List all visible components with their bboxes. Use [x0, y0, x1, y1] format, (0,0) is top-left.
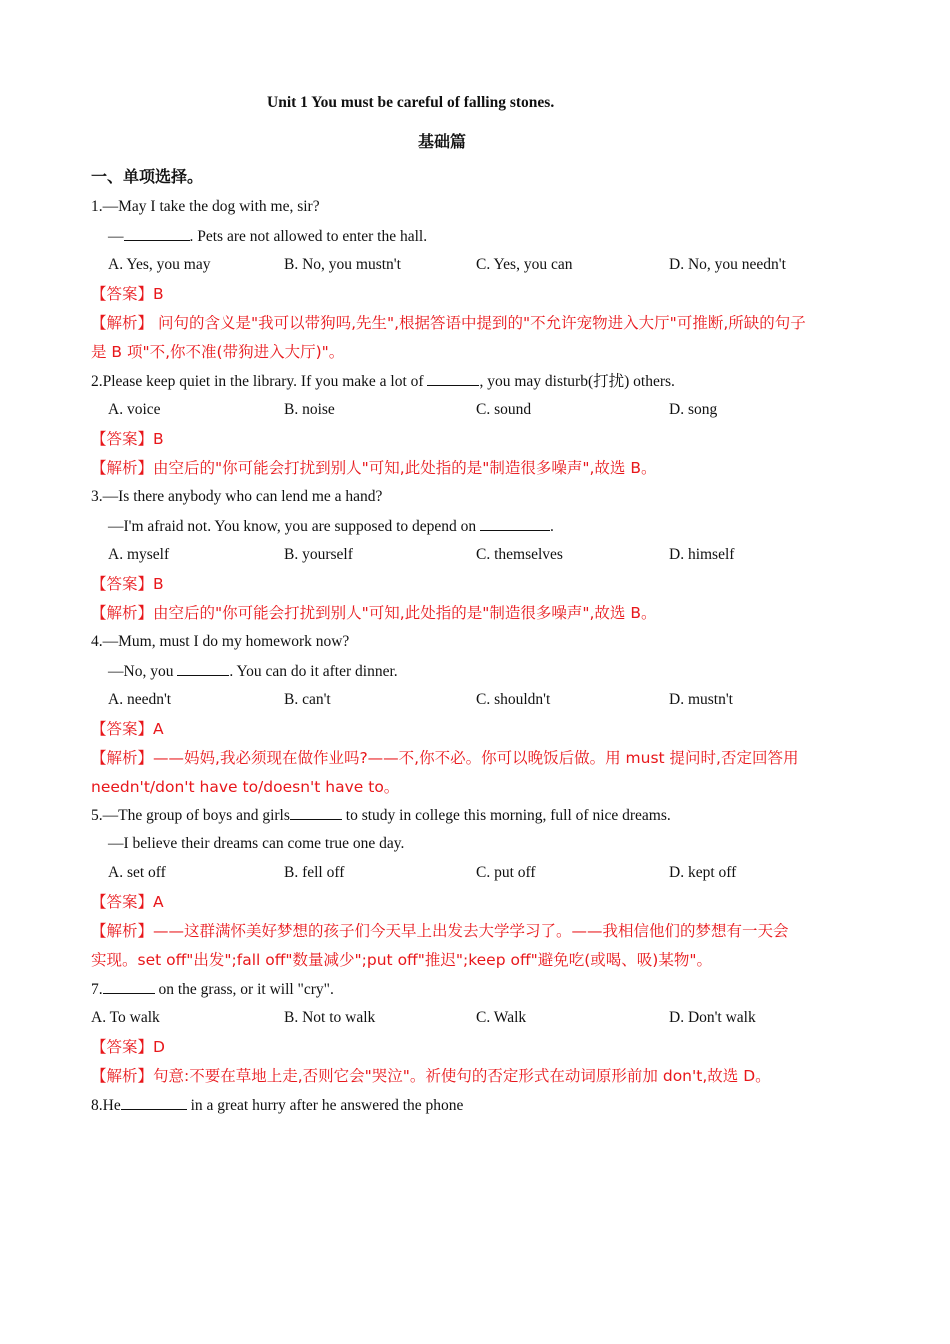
section-heading: 一、单项选择。: [91, 167, 204, 186]
question-2-analysis: 【解析】由空后的"你可能会打扰到别人"可知,此处指的是"制造很多噪声",故选 B。: [91, 459, 657, 477]
question-5-option-b: B. fell off: [284, 864, 345, 881]
question-4-option-a: A. needn't: [108, 691, 172, 708]
question-4-response: —No, you . You can do it after dinner.: [108, 663, 398, 680]
answer-blank: [103, 979, 155, 994]
answer-blank: [480, 516, 550, 531]
question-7-answer: 【答案】D: [91, 1038, 165, 1056]
question-3-option-b: B. yourself: [284, 546, 353, 563]
question-2-option-b: B. noise: [284, 401, 335, 418]
question-5-option-a: A. set off: [108, 864, 166, 881]
section-subtitle: 基础篇: [417, 132, 466, 151]
question-3-response: —I'm afraid not. You know, you are supposed to depend on .: [108, 518, 554, 535]
question-1-option-b: B. No, you mustn't: [284, 256, 401, 273]
question-7-stem: 7. on the grass, or it will "cry".: [91, 981, 334, 998]
question-4-analysis: 【解析】——妈妈,我必须现在做作业吗?——不,你不必。你可以晚饭后做。用 must 提问时,否定回答用: [91, 749, 799, 767]
question-2-option-d: D. song: [669, 401, 718, 418]
question-1-answer: 【答案】B: [91, 285, 164, 303]
answer-blank: [427, 371, 479, 386]
question-1-stem: 1.—May I take the dog with me, sir?: [91, 198, 320, 215]
question-5-option-c: C. put off: [476, 864, 536, 881]
question-7-option-c: C. Walk: [476, 1009, 527, 1026]
question-8-stem: 8.He in a great hurry after he answered the phone: [91, 1097, 464, 1114]
question-5-analysis: 【解析】——这群满怀美好梦想的孩子们今天早上出发去大学学习了。——我相信他们的梦想有一天会: [91, 922, 789, 940]
question-2-answer: 【答案】B: [91, 430, 164, 448]
answer-blank: [290, 805, 342, 820]
question-7-option-d: D. Don't walk: [669, 1009, 756, 1026]
question-1-option-a: A. Yes, you may: [108, 256, 211, 273]
question-3-answer: 【答案】B: [91, 575, 164, 593]
question-1-option-d: D. No, you needn't: [669, 256, 786, 273]
answer-blank: [177, 661, 229, 676]
question-1-analysis-cont: 是 B 项"不,你不准(带狗进入大厅)"。: [91, 343, 345, 361]
question-3-stem: 3.—Is there anybody who can lend me a hand?: [91, 488, 383, 505]
question-3-option-d: D. himself: [669, 546, 735, 563]
question-4-analysis-cont: needn't/don't have to/doesn't have to。: [91, 778, 400, 796]
question-4-answer: 【答案】A: [91, 720, 164, 738]
question-2-option-c: C. sound: [476, 401, 532, 418]
question-3-option-c: C. themselves: [476, 546, 563, 563]
question-3-analysis: 【解析】由空后的"你可能会打扰到别人"可知,此处指的是"制造很多噪声",故选 B。: [91, 604, 657, 622]
answer-blank: [124, 226, 190, 241]
question-5-response: —I believe their dreams can come true one day.: [108, 835, 405, 852]
question-4-option-c: C. shouldn't: [476, 691, 551, 708]
question-1-option-c: C. Yes, you can: [476, 256, 573, 273]
answer-blank: [121, 1095, 187, 1110]
question-7-analysis: 【解析】句意:不要在草地上走,否则它会"哭泣"。祈使句的否定形式在动词原形前加 don't,故选 D。: [91, 1067, 771, 1085]
question-4-option-b: B. can't: [284, 691, 331, 708]
question-5-answer: 【答案】A: [91, 893, 164, 911]
document-title: Unit 1 You must be careful of falling stones.: [267, 94, 555, 111]
question-4-stem: 4.—Mum, must I do my homework now?: [91, 633, 350, 650]
question-4-option-d: D. mustn't: [669, 691, 733, 708]
question-5-analysis-cont: 实现。set off"出发";fall off"数量减少";put off"推迟";keep off"避免吃(或喝、吸)某物"。: [91, 951, 712, 969]
question-2-stem: 2.Please keep quiet in the library. If you make a lot of , you may disturb(打扰) others.: [91, 373, 675, 390]
question-3-option-a: A. myself: [108, 546, 170, 563]
question-2-option-a: A. voice: [108, 401, 161, 418]
question-1-analysis: 【解析】 问句的含义是"我可以带狗吗,先生",根据答语中提到的"不允许宠物进入大厅"可推断,所缺的句子: [91, 314, 806, 332]
question-7-option-b: B. Not to walk: [284, 1009, 376, 1026]
question-5-stem: 5.—The group of boys and girls to study in college this morning, full of nice dreams.: [91, 807, 671, 824]
question-7-option-a: A. To walk: [91, 1009, 160, 1026]
question-5-option-d: D. kept off: [669, 864, 737, 881]
question-1-response: — . Pets are not allowed to enter the hall.: [108, 228, 428, 245]
